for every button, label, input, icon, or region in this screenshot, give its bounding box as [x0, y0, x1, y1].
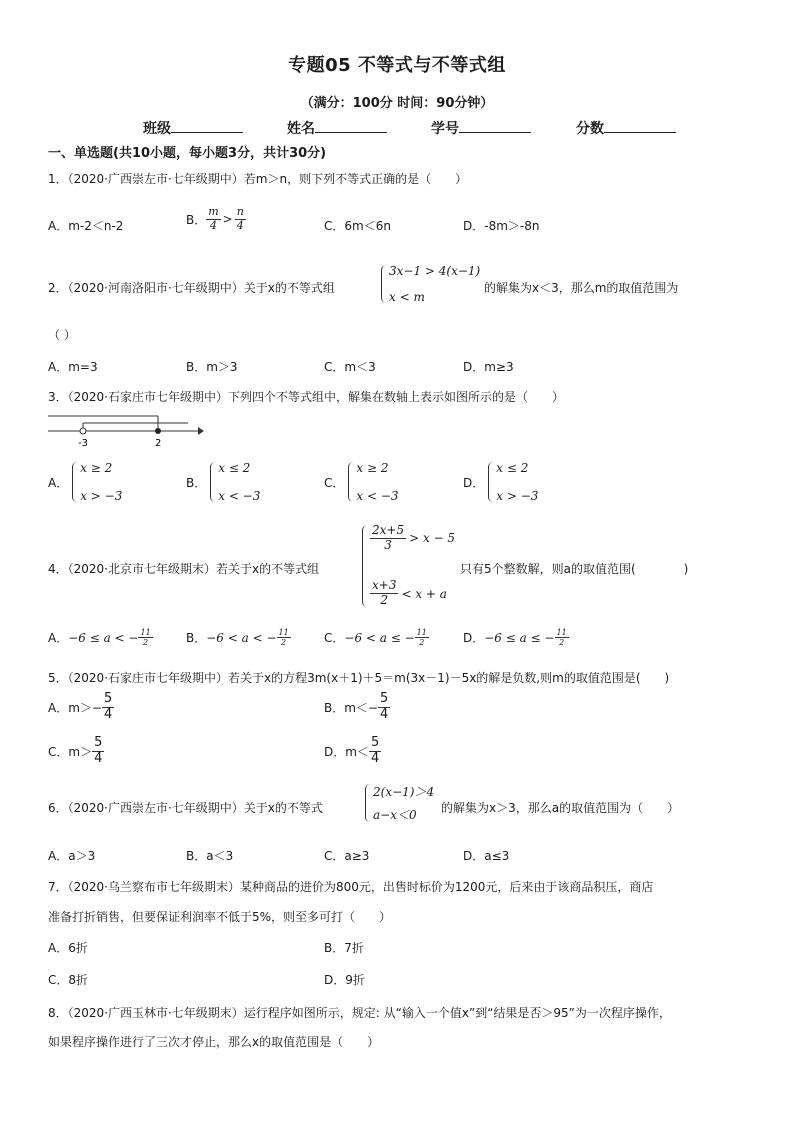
q1-option-a[interactable]: A．m-2＜n-2 [48, 219, 124, 233]
question-6-stem-pre: 6．（2020·广西崇左市·七年级期中）关于x的不等式 [48, 801, 323, 815]
q6-option-a[interactable]: A．a＞3 [48, 849, 96, 863]
q1-b-fraction-right [235, 206, 246, 232]
q5-b-fraction [378, 692, 390, 723]
q3-d-brace [488, 462, 493, 502]
q4-a-den: 2 [143, 638, 149, 648]
q4-b-num: 11 [278, 628, 289, 637]
q5-b-num: 5 [379, 691, 389, 706]
q1-b-den1: 4 [209, 218, 217, 232]
q1-b-relation: > [222, 212, 233, 227]
q5-d-fraction [369, 736, 381, 767]
q2-option-c[interactable]: C．m＜3 [324, 360, 376, 374]
q5-c-prefix: C．m＞ [48, 744, 93, 759]
question-5-stem: 5．（2020·石家庄市七年级期中）若关于x的方程3m(x＋1)＋5＝m(3x－1)－5x的解是负数,则m的取值范围是( ) [48, 671, 670, 685]
question-6-stem-post: 的解集为x＞3，那么a的取值范围为（ ） [441, 801, 680, 815]
q4-d-fraction [555, 628, 569, 647]
question-2-stem-post: 的解集为x＜3，那么m的取值范围为 [484, 281, 679, 295]
id-blank[interactable] [459, 118, 531, 133]
q6-row1: 2(x−1)＞4 [373, 785, 435, 799]
tick-label-minus3: -3 [78, 438, 88, 449]
q4-row1-den: 3 [384, 537, 392, 552]
section-heading: 一、单选题(共10小题，每小题3分，共计30分) [48, 146, 327, 161]
q1-option-d[interactable]: D．-8m＞-8n [463, 219, 540, 233]
q4-c-prefix: C． [324, 631, 345, 646]
q4-b-text: −6 < a < − [206, 630, 277, 645]
q5-d-prefix: D．m＜ [324, 744, 369, 759]
q3-a-row1: x ≥ 2 [80, 461, 113, 475]
q4-b-prefix: B． [186, 631, 207, 646]
q4-option-b[interactable] [186, 628, 291, 647]
q5-b-prefix: B．m＜− [324, 700, 378, 715]
q4-row1-fraction [370, 524, 406, 553]
q4-row2-fraction [370, 579, 398, 608]
q4-row2-rest: < x + a [401, 586, 447, 601]
q3-c-row2: x < −3 [356, 489, 399, 503]
q3-b-brace [210, 462, 215, 502]
q4-option-c[interactable] [324, 628, 429, 647]
q5-option-b[interactable] [324, 692, 390, 723]
q1-b-num1: m [208, 205, 219, 218]
q3-b-row2: x < −3 [218, 489, 261, 503]
q3-option-d[interactable] [463, 461, 538, 503]
id-label: 学号 [431, 121, 459, 137]
q1-option-c[interactable]: C．6m＜6n [324, 219, 391, 233]
q7-option-b[interactable]: B．7折 [324, 941, 364, 955]
q3-number-line [48, 410, 204, 450]
q5-c-num: 5 [94, 735, 103, 750]
q5-b-den: 4 [379, 706, 389, 722]
question-1-stem: 1．（2020·广西崇左市·七年级期中）若m＞n，则下列不等式正确的是（ ） [48, 172, 468, 186]
q4-row1 [370, 524, 455, 553]
q2-row2: x < m [389, 290, 425, 304]
q4-brace [362, 525, 367, 607]
q4-row2-num: x+3 [372, 578, 397, 593]
score-label: 分数 [576, 121, 604, 137]
question-3-stem: 3．（2020·石家庄市七年级期中）下列四个不等式组中，解集在数轴上表示如图所示的是（ ） [48, 390, 564, 404]
q5-a-fraction [102, 692, 114, 723]
class-blank[interactable] [171, 118, 243, 133]
question-2-stem-pre: 2．（2020·河南洛阳市·七年级期中）关于x的不等式组 [48, 281, 335, 295]
tick-label-2: 2 [155, 438, 162, 449]
q3-b-row1: x ≤ 2 [218, 461, 251, 475]
question-7-line1: 7．（2020·乌兰察布市七年级期末）某种商品的进价为800元，出售时标价为1200元，后来由于该商品积压，商店 [48, 880, 654, 894]
open-dot-minus3 [80, 428, 86, 434]
score-blank[interactable] [604, 118, 676, 133]
q1-b-fraction-left [206, 206, 220, 232]
q3-b-prefix: B． [186, 475, 207, 490]
q1-option-b-prefix: B． [186, 212, 207, 227]
q6-option-d[interactable]: D．a≤3 [463, 849, 510, 863]
class-label: 班级 [143, 121, 171, 137]
q5-option-a[interactable] [48, 692, 114, 723]
id-field[interactable] [431, 118, 531, 138]
exam-meta: （满分：100分 时间：90分钟） [300, 96, 494, 111]
q4-d-text: −6 ≤ a ≤ − [484, 630, 555, 645]
q4-system [362, 524, 455, 608]
q4-c-text: −6 < a ≤ − [344, 630, 415, 645]
q4-c-num: 11 [416, 628, 427, 637]
q7-option-a[interactable]: A．6折 [48, 941, 88, 955]
q6-system [365, 783, 434, 823]
q3-option-a[interactable] [48, 461, 122, 503]
q3-option-b[interactable] [186, 461, 260, 503]
q2-option-a[interactable]: A．m=3 [48, 360, 98, 374]
q4-d-den: 2 [559, 638, 565, 648]
q2-brace [381, 265, 386, 303]
q1-option-b[interactable] [186, 206, 246, 232]
q6-row2: a−x＜0 [373, 808, 417, 822]
q4-c-fraction [415, 628, 429, 647]
q3-a-prefix: A． [48, 475, 69, 490]
question-8-line1: 8．（2020·广西玉林市·七年级期末）运行程序如图所示，规定: 从“输入一个值x”到“结果是否＞95”为一次程序操作， [48, 1006, 671, 1020]
q5-option-c[interactable] [48, 736, 104, 767]
q3-option-c[interactable] [324, 461, 399, 503]
q6-option-b[interactable]: B．a＜3 [186, 849, 234, 863]
question-4-stem-pre: 4．（2020·北京市七年级期末）若关于x的不等式组 [48, 562, 320, 576]
q4-b-fraction [277, 628, 291, 647]
q4-row1-num: 2x+5 [372, 523, 405, 537]
q2-option-b[interactable]: B．m＞3 [186, 360, 238, 374]
q5-a-num: 5 [103, 691, 113, 706]
q3-a-row2: x > −3 [80, 489, 123, 503]
closed-dot-2 [155, 428, 161, 434]
name-label: 姓名 [287, 121, 315, 137]
q4-row2 [370, 579, 455, 608]
q3-d-prefix: D． [463, 475, 485, 490]
q5-option-d[interactable] [324, 736, 381, 767]
q5-a-den: 4 [103, 706, 113, 722]
q3-c-brace [348, 462, 353, 502]
q3-d-row1: x ≤ 2 [496, 461, 529, 475]
q5-c-fraction [92, 736, 104, 767]
score-field[interactable] [576, 118, 676, 138]
q4-option-a[interactable] [48, 628, 153, 647]
number-line-arrow [198, 427, 204, 435]
question-4-stem-post: 只有5个整数解，则a的取值范围( ) [460, 562, 689, 576]
q6-brace [365, 784, 370, 822]
question-8-line2: 如果程序操作进行了三次才停止，那么x的取值范围是（ ） [48, 1035, 380, 1049]
name-blank[interactable] [315, 118, 387, 133]
q4-a-num: 11 [140, 628, 151, 637]
q4-row1-rest: > x − 5 [409, 531, 456, 546]
question-7-line2: 准备打折销售，但要保证利润率不低于5%，则至多可打（ ） [48, 910, 392, 924]
q3-c-row1: x ≥ 2 [356, 461, 389, 475]
q4-c-den: 2 [419, 638, 425, 648]
q4-b-den: 2 [281, 638, 287, 648]
q5-d-num: 5 [370, 735, 380, 750]
page-title: 专题05 不等式与不等式组 [288, 55, 506, 76]
q2-answer-paren: （ ） [48, 328, 76, 342]
q4-row2-den: 2 [380, 593, 389, 608]
q5-d-den: 4 [370, 750, 380, 766]
q4-d-prefix: D． [463, 631, 485, 646]
q4-option-d[interactable] [463, 628, 569, 647]
q3-d-row2: x > −3 [496, 489, 539, 503]
q5-c-den: 4 [94, 750, 103, 766]
q1-b-num2: n [236, 205, 244, 218]
q7-option-d[interactable]: D．9折 [324, 973, 365, 987]
q4-a-fraction [138, 628, 152, 647]
q3-c-prefix: C． [324, 475, 345, 490]
q4-a-text: −6 ≤ a < − [68, 630, 139, 645]
q2-option-d[interactable]: D．m≥3 [463, 360, 514, 374]
q4-d-num: 11 [556, 628, 567, 637]
q6-option-c[interactable]: C．a≥3 [324, 849, 370, 863]
q5-a-prefix: A．m＞− [48, 700, 102, 715]
q7-option-c[interactable]: C．8折 [48, 973, 89, 987]
q3-a-brace [72, 462, 77, 502]
q1-b-den2: 4 [236, 218, 244, 232]
q4-a-prefix: A． [48, 631, 69, 646]
class-field[interactable] [143, 118, 243, 138]
name-field[interactable] [287, 118, 387, 138]
q2-system [381, 264, 480, 304]
q2-row1: 3x−1 > 4(x−1) [389, 264, 481, 278]
